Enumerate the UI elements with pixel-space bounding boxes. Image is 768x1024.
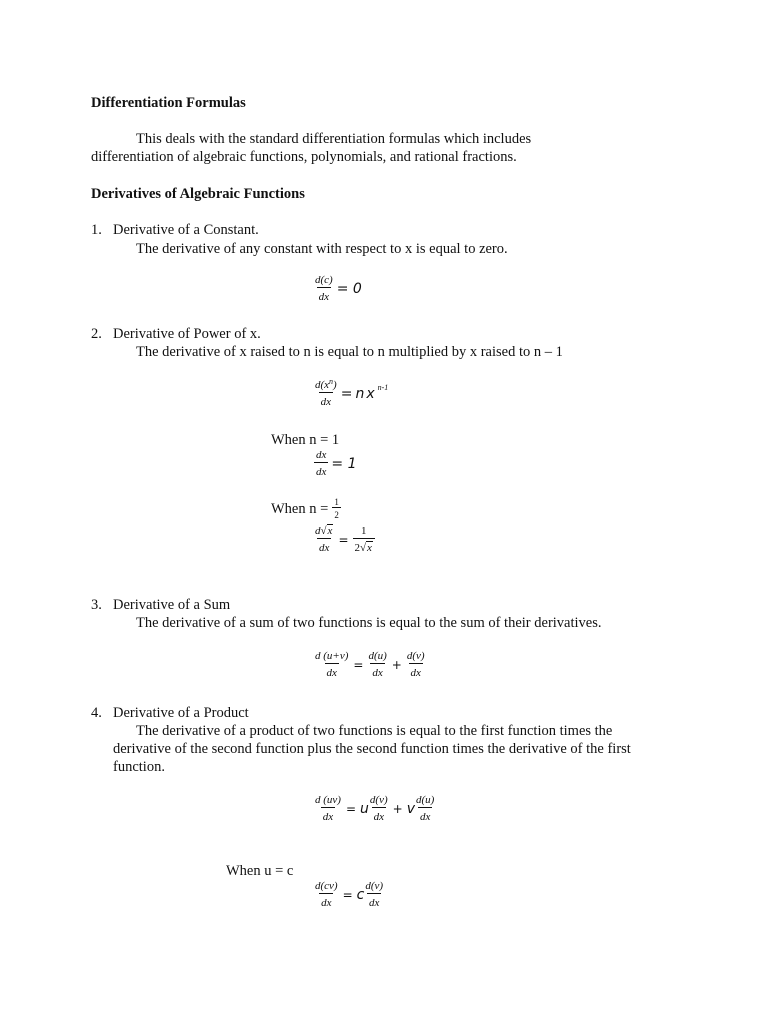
item-number: 2. bbox=[91, 326, 102, 342]
case-label: When n = $\frac{1}{2}$ bbox=[271, 497, 339, 520]
formula-when-uc: $\frac{d(cv)}{dx}$ = c $\frac{d(v)}{dx}$ bbox=[315, 880, 384, 909]
section-heading: Derivatives of Algebraic Functions bbox=[91, 186, 305, 202]
item-description: function. bbox=[113, 759, 165, 775]
fraction: $\frac{d(u)}{dx}$ bbox=[415, 794, 435, 823]
document-title: Differentiation Formulas bbox=[91, 95, 246, 111]
item-description: The derivative of x raised to n is equal to n multiplied by x raised to n – 1 bbox=[136, 344, 563, 360]
intro-line-1: This deals with the standard differentiation formulas which includes bbox=[136, 131, 532, 147]
case-label: When u = c bbox=[226, 863, 294, 879]
item-number: 1. bbox=[91, 222, 102, 238]
item-title: Derivative of Power of x. bbox=[113, 326, 261, 342]
formula-sum: $\frac{d (u+v)}{dx}$ = $\frac{d(u)}{dx}$ + $\frac{d(v)}{dx}$ bbox=[315, 650, 425, 679]
fraction: $\frac{d (u+v)}{dx}$ bbox=[315, 650, 349, 679]
fraction: $\frac{d(v)}{dx}$ bbox=[369, 794, 388, 823]
fraction: $\frac{d(v)}{dx}$ bbox=[365, 880, 384, 909]
fraction: $\frac{d(v)}{dx}$ bbox=[406, 650, 425, 679]
intro-line-2: differentiation of algebraic functions, polynomials, and rational fractions. bbox=[91, 149, 517, 165]
fraction: $\frac{d(u)}{dx}$ bbox=[368, 650, 387, 679]
item-title: Derivative of a Product bbox=[113, 705, 249, 721]
formula-product: $\frac{d (uv)}{dx}$ = u $\frac{d(v)}{dx}$ + v $\frac{d(u)}{dx}$ bbox=[315, 794, 435, 823]
case-label: When n = 1 bbox=[271, 432, 340, 448]
item-description: The derivative of a product of two functions is equal to the first function times the bbox=[136, 723, 613, 739]
fraction: $\frac{d√x}{dx}$ bbox=[315, 525, 333, 554]
fraction: $\frac{1}{2√x}$ bbox=[353, 524, 375, 555]
fraction: $\frac{d(c)}{dx}$ bbox=[315, 274, 333, 303]
item-description: The derivative of any constant with respect to x is equal to zero. bbox=[136, 241, 508, 257]
fraction: $\frac{d (uv)}{dx}$ bbox=[315, 794, 341, 823]
item-number: 4. bbox=[91, 705, 102, 721]
item-title: Derivative of a Constant. bbox=[113, 222, 259, 238]
fraction: $\frac{dx}{dx}$ bbox=[316, 449, 327, 478]
formula-when-nhalf: $\frac{d√x}{dx}$ = $\frac{1}{2√x}$ bbox=[314, 524, 375, 555]
formula-constant: $\frac{d(c)}{dx}$ = 0 bbox=[315, 274, 362, 303]
fraction: $\frac{d(x^n)}{dx}$ bbox=[315, 377, 337, 408]
formula-power: $\frac{d(x^n)}{dx}$ = n x $^{n-1}$ bbox=[315, 377, 389, 408]
fraction: $\frac{d(cv)}{dx}$ bbox=[315, 880, 338, 909]
item-number: 3. bbox=[91, 597, 102, 613]
fraction: $\frac{1}{2}$ bbox=[334, 497, 339, 520]
item-description: The derivative of a sum of two functions is equal to the sum of their derivatives. bbox=[136, 615, 602, 631]
formula-when-n1: $\frac{dx}{dx}$ = 1 bbox=[316, 449, 357, 478]
item-description: derivative of the second function plus the second function times the derivative of the first bbox=[113, 741, 631, 757]
item-title: Derivative of a Sum bbox=[113, 597, 231, 613]
